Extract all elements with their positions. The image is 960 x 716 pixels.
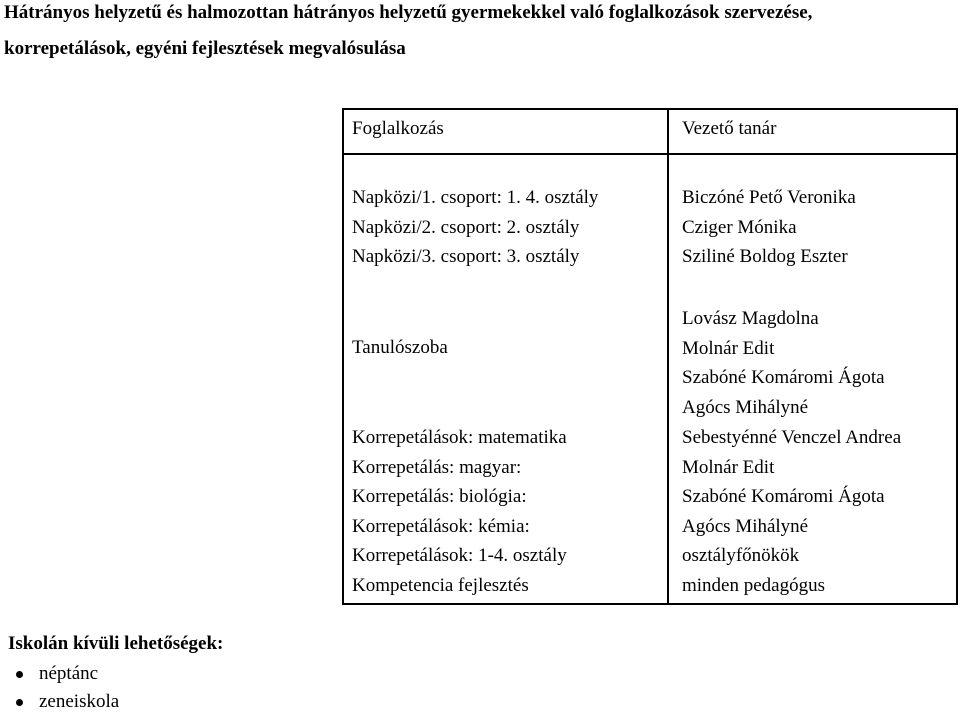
teacher-item: osztályfőnökök: [682, 545, 800, 566]
list-item-label: néptánc: [39, 663, 99, 684]
activity-item: Napközi/1. csoport: 1. 4. osztály: [352, 187, 599, 208]
teacher-item: Szabóné Komáromi Ágota: [682, 367, 885, 388]
list-item: [14, 688, 119, 716]
napkozi-teachers: [682, 183, 856, 272]
napkozi-activities: [352, 183, 598, 272]
header-activity: Foglalkozás: [352, 118, 444, 139]
teacher-item: Cziger Mónika: [682, 216, 797, 238]
activity-item: Korrepetálások: kémia:: [352, 515, 530, 537]
teacher-item: Sebestyénné Venczel Andrea: [682, 427, 902, 448]
activity-item: Napközi/2. csoport: 2. osztály: [352, 216, 580, 238]
teacher-item: minden pedagógus: [682, 574, 826, 596]
heading-line-2: korrepetálások, egyéni fejlesztések megvalósulása: [4, 38, 406, 59]
list-item: [14, 660, 119, 688]
tanuloszoba-teachers: [682, 304, 885, 422]
list-item-label: zeneiskola: [39, 691, 120, 712]
teacher-item: Molnár Edit: [682, 456, 775, 478]
heading-line-1: Hátrányos helyzetű és halmozottan hátrányos helyzetű gyermekekkel való foglalkozások szervezése,: [4, 2, 813, 23]
activities-table: [342, 108, 958, 605]
teacher-item: Lovász Magdolna: [682, 308, 819, 329]
activity-item: Korrepetálás: magyar:: [352, 456, 522, 478]
bullet-icon: [16, 699, 23, 706]
activity-item: Korrepetálások: 1-4. osztály: [352, 545, 567, 566]
teacher-item: Molnár Edit: [682, 337, 775, 359]
activity-item: Kompetencia fejlesztés: [352, 574, 529, 596]
korrepetalas-teachers: [682, 423, 901, 600]
bullet-icon: [16, 671, 23, 678]
teacher-item: Agócs Mihályné: [682, 515, 809, 537]
extra-heading: Iskolán kívüli lehetőségek:: [8, 633, 224, 654]
activity-item: Korrepetálások: matematika: [352, 427, 567, 448]
tanuloszoba-activity: Tanulószoba: [352, 337, 448, 358]
korrepetalas-activities: [352, 423, 567, 600]
activity-item: Korrepetálás: biológia:: [352, 486, 527, 507]
extra-list: [14, 660, 119, 716]
teacher-item: Agócs Mihályné: [682, 396, 809, 418]
teacher-item: Szabóné Komáromi Ágota: [682, 486, 885, 507]
activity-item: Napközi/3. csoport: 3. osztály: [352, 246, 580, 267]
teacher-item: Sziliné Boldog Eszter: [682, 246, 848, 267]
teacher-item: Biczóné Pető Veronika: [682, 187, 856, 208]
header-teacher: Vezető tanár: [682, 118, 777, 139]
